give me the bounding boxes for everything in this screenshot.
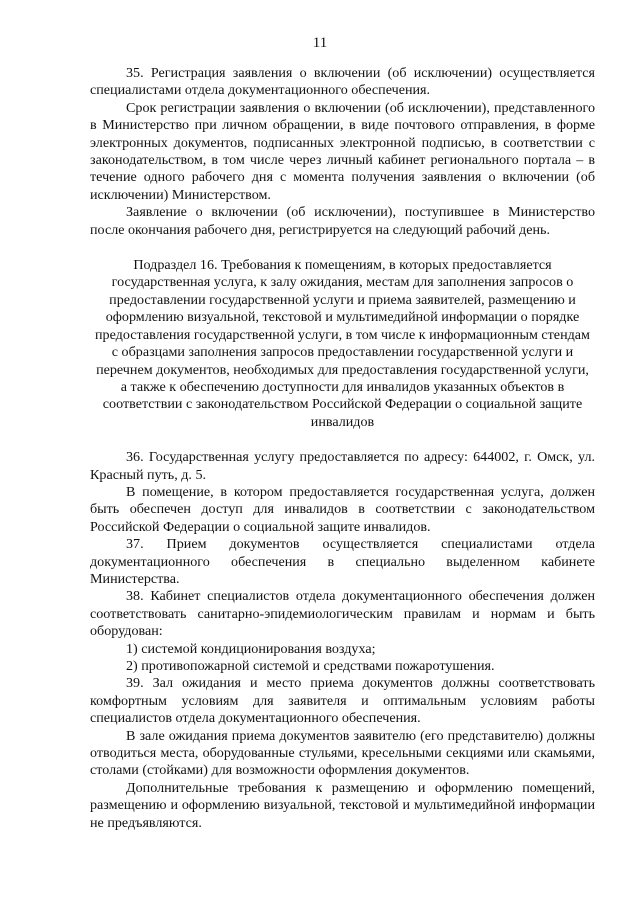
paragraph-35-after-hours: Заявление о включении (об исключении), поступившее в Министерство после окончания рабочего дня, регистрируется на следующий рабочий день.	[90, 204, 595, 238]
paragraph-36-address: 36. Государственная услугу предоставляется по адресу: 644002, г. Омск, ул. Красный путь, д. 5.	[90, 449, 595, 483]
paragraph-36-accessibility: В помещение, в котором предоставляется государственная услуга, должен быть обеспечен доступ для инвалидов в соответствии с законодательством Российской Федерации о социальной защите инвалидов.	[90, 483, 595, 535]
document-body	[90, 65, 595, 832]
paragraph-39-waiting-hall: 39. Зал ожидания и место приема документов должны соответствовать комфортным условиям для заявителя и оптимальным условиям работы специалистов отдела документационного обеспечения.	[90, 675, 595, 727]
list-item-air-conditioning: 1) системой кондиционирования воздуха;	[126, 640, 376, 657]
paragraph-38-office: 38. Кабинет специалистов отдела документационного обеспечения должен соответствовать санитарно-эпидемиологическим правилам и нормам и быть оборудован:	[90, 588, 595, 640]
paragraph-39-seating: В зале ожидания приема документов заявителю (его представителю) должны отводиться места, оборудованные стульями, кресельными секциями или скамьями, столами (стойками) для возможности оформления документов.	[90, 727, 595, 779]
page-number: 11	[312, 35, 328, 51]
paragraph-37-reception: 37. Прием документов осуществляется специалистами отдела документационного обеспечения в специально выделенном кабинете Министерства.	[90, 536, 595, 587]
list-item-fire-safety: 2) противопожарной системой и средствами пожаротушения.	[126, 658, 495, 674]
subsection-16-heading: Подраздел 16. Требования к помещениям, в которых предоставляется государственная услуга, к залу ожидания, местам для заполнения запросов о предоставлении государственной услуги и приема заявителей, размещению и оформлению визуальной, текстовой и мультимедийной информации о порядке предоставления государственной услуги, в том числе к информационным стендам с образцами заполнения запросов предоставлении государственной услуги и перечнем документов, необходимых для предоставления государственной услуги, а также к обеспечению доступности для инвалидов указанных объектов в соответствии с законодательством Российской Федерации о социальной защите инвалидов	[95, 257, 590, 430]
paragraph-35-deadline: Срок регистрации заявления о включении (об исключении), представленного в Министерство при личном обращении, в виде почтового отправления, в форме электронных документов, подписанных электронной подписью, в соответствии с законодательством, в том числе через личный кабинет регионального портала – в течение одного рабочего дня с момента получения заявления о включении (об исключении) Министерством.	[90, 99, 595, 203]
paragraph-39-no-extra-requirements: Дополнительные требования к размещению и оформлению помещений, размещению и оформлению визуальной, текстовой и мультимедийной информации не предъявляются.	[90, 779, 595, 831]
paragraph-35-registration: 35. Регистрация заявления о включении (об исключении) осуществляется специалистами отдела документационного обеспечения.	[90, 65, 595, 99]
